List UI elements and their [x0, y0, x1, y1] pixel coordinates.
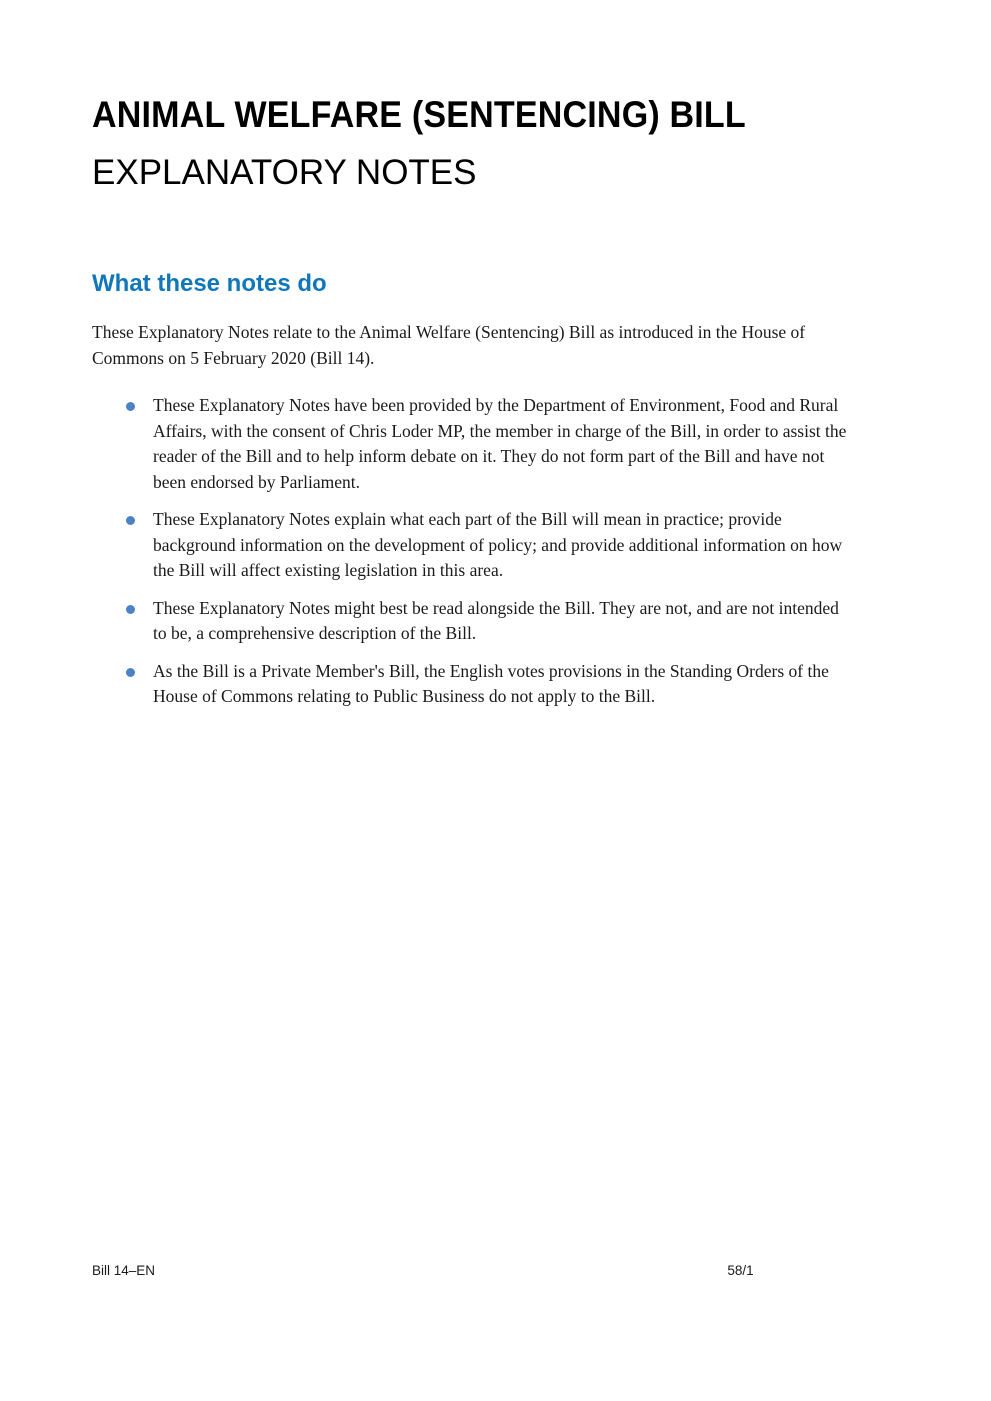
bullet-dot-icon	[126, 516, 135, 525]
list-item-text: These Explanatory Notes explain what each part of the Bill will mean in practice; provide background information on the development of policy; and provide additional information on how the Bill will affect existing legislation in this area.	[153, 509, 843, 580]
document-subtitle: EXPLANATORY NOTES	[92, 153, 477, 192]
document-content	[92, 0, 852, 710]
list-item	[92, 596, 853, 647]
list-item	[92, 393, 853, 495]
bullet-dot-icon	[126, 605, 135, 614]
notes-bullet-list	[92, 371, 852, 710]
footer-bill-reference: Bill 14–EN	[92, 1263, 156, 1278]
document-title: ANIMAL WELFARE (SENTENCING) BILL	[92, 94, 746, 135]
section-heading-what-these-notes-do: What these notes do	[92, 270, 327, 297]
intro-paragraph: These Explanatory Notes relate to the Animal Welfare (Sentencing) Bill as introduced in the House of Commons on 5 February 2020 (Bill 14).	[92, 322, 806, 368]
bullet-dot-icon	[126, 668, 135, 677]
list-item	[92, 507, 853, 584]
list-item-text: These Explanatory Notes might best be read alongside the Bill. They are not, and are not intended to be, a comprehensive description of the Bill.	[153, 597, 839, 643]
list-item-text: As the Bill is a Private Member's Bill, the English votes provisions in the Standing Orders of the House of Commons relating to Public Business do not apply to the Bill.	[153, 660, 829, 706]
page-footer	[92, 1261, 852, 1283]
footer-page-number: 58/1	[727, 1263, 754, 1278]
bullet-dot-icon	[126, 402, 135, 411]
list-item-text: These Explanatory Notes have been provided by the Department of Environment, Food and Rural Affairs, with the consent of Chris Loder MP, the member in charge of the Bill, in order to assist the reader of the Bill and to help inform debate on it. They do not form part of the Bill and have not been endorsed by Parliament.	[153, 395, 847, 492]
list-item	[92, 659, 853, 710]
